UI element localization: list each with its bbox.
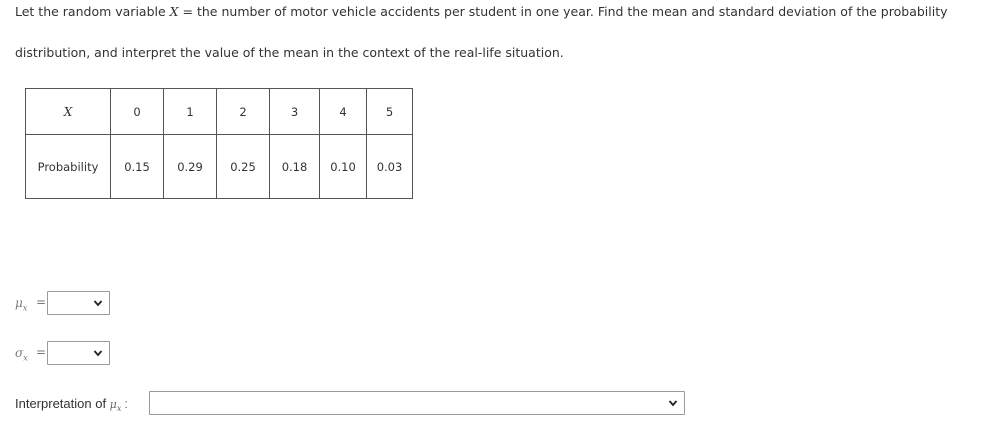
- std-dev-dropdown[interactable]: [47, 341, 110, 365]
- table-row-probability: [26, 135, 413, 199]
- chevron-down-icon: [668, 397, 678, 409]
- chevron-down-icon: [93, 347, 103, 359]
- interpretation-mu: [109, 398, 122, 414]
- question-text-start: Let the random variable: [15, 4, 170, 19]
- x-value-cell: 4: [320, 89, 367, 135]
- sigma-subscript: x: [23, 353, 28, 363]
- chevron-down-icon: [93, 297, 103, 309]
- probability-cell: 0.18: [270, 135, 320, 199]
- table-row-x: [26, 89, 413, 135]
- question-text-rest: = the number of motor vehicle accidents per student in one year. Find the mean and standard deviation of the probability: [178, 4, 948, 19]
- interpretation-mu-subscript: x: [116, 404, 122, 414]
- x-value-cell: 0: [111, 89, 164, 135]
- x-value-cell: 3: [270, 89, 320, 135]
- probability-cell: 0.03: [367, 135, 413, 199]
- mean-dropdown[interactable]: [47, 291, 110, 315]
- x-value-cell: 1: [164, 89, 217, 135]
- probability-cell: 0.25: [217, 135, 270, 199]
- probability-cell: 0.10: [320, 135, 367, 199]
- probability-header: Probability: [26, 135, 111, 199]
- probability-cell: 0.29: [164, 135, 217, 199]
- probability-distribution-table: [25, 88, 413, 199]
- x-value-cell: 5: [367, 89, 413, 135]
- interpretation-mu-letter: μ: [109, 398, 117, 411]
- mu-equals: =: [36, 295, 47, 309]
- mu-symbol: [15, 296, 27, 312]
- x-header-cell: [26, 89, 111, 135]
- sigma-symbol: [15, 346, 28, 362]
- sigma-letter: σ: [15, 346, 24, 360]
- interpretation-label: [15, 396, 128, 413]
- sigma-equals: =: [36, 345, 47, 359]
- random-variable-x: X: [169, 4, 179, 19]
- question-text-line2: distribution, and interpret the value of the mean in the context of the real-life situation.: [15, 45, 564, 60]
- probability-cell: 0.15: [111, 135, 164, 199]
- question-text-line1: [15, 4, 948, 19]
- interpretation-colon: :: [124, 396, 128, 411]
- interpretation-text: Interpretation of: [15, 396, 110, 411]
- x-header: X: [63, 104, 73, 119]
- interpretation-dropdown[interactable]: [149, 391, 685, 415]
- mu-subscript: x: [22, 303, 28, 313]
- x-value-cell: 2: [217, 89, 270, 135]
- mu-letter: μ: [15, 296, 23, 310]
